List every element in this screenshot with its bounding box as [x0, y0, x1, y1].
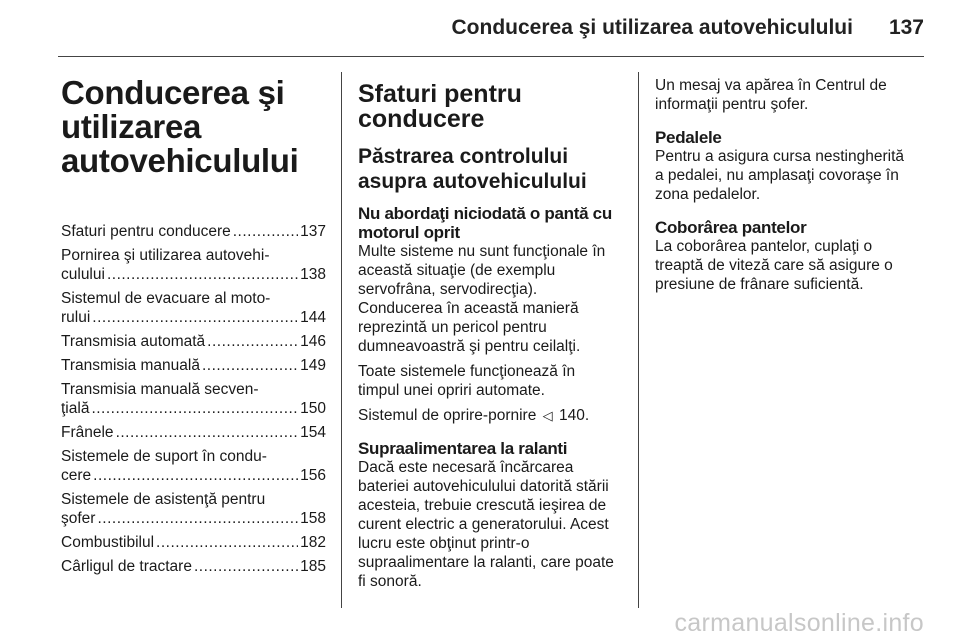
- paragraph-pedals: [655, 147, 920, 204]
- toc-entry-text: şofer: [61, 510, 96, 527]
- reference-page-link[interactable]: 140.: [558, 407, 590, 424]
- text-line: servofrâna, servodirecţia).: [358, 281, 538, 298]
- toc-entry-line: [61, 222, 326, 241]
- arrow-left-triangle-icon: ◁: [542, 408, 553, 423]
- toc-entry-line: [61, 423, 326, 442]
- text-line: Pentru a asigura cursa nestingherită: [655, 148, 905, 165]
- column-divider-left: [341, 72, 342, 608]
- toc-leader-dots: [194, 557, 298, 576]
- toc-entry-text: Sistemele de suport în condu-: [61, 448, 267, 465]
- toc-entry-text: Sfaturi pentru conducere: [61, 223, 231, 240]
- toc-page-number: 150: [300, 400, 326, 417]
- text-line: curent electric a generatorului. Acest: [358, 516, 609, 533]
- toc-entry-text: culului: [61, 266, 105, 283]
- text-line: presiune de frânare suficientă.: [655, 276, 864, 293]
- paragraph-systems: [358, 242, 623, 356]
- toc-entry-text: Sistemele de asistenţă pentru: [61, 491, 266, 508]
- toc-page-number: 149: [300, 357, 326, 374]
- topic-heading-line: Nu abordaţi niciodată o pantă cu: [358, 204, 612, 223]
- toc-entry[interactable]: [61, 246, 326, 284]
- section-title: [358, 82, 623, 132]
- section-title-line: Sfaturi pentru: [358, 80, 522, 108]
- toc-leader-dots: [92, 308, 298, 327]
- toc-leader-dots: [93, 466, 298, 485]
- toc-page-number: 158: [300, 510, 326, 527]
- text-line: bateriei autovehiculului datorită stării: [358, 478, 609, 495]
- toc-page-number: 138: [300, 266, 326, 283]
- text-line: lucru este obţinut printr-o: [358, 535, 530, 552]
- toc-entry[interactable]: [61, 380, 326, 418]
- toc-entry-line: [61, 265, 326, 284]
- toc-leader-dots: [91, 399, 298, 418]
- toc-entry-text: Combustibilul: [61, 534, 155, 551]
- toc-entry-text: Pornirea şi utilizarea autovehi-: [61, 247, 270, 264]
- topic-heading-line: motorul oprit: [358, 223, 460, 242]
- toc-page-number: 156: [300, 467, 326, 484]
- table-of-contents: [61, 222, 326, 576]
- toc-entry[interactable]: [61, 557, 326, 576]
- toc-page-number: 137: [300, 223, 326, 240]
- chapter-title: [61, 76, 326, 178]
- toc-entry-line: [61, 399, 326, 418]
- text-line: informaţii pentru şofer.: [655, 96, 809, 113]
- toc-page-number: 154: [300, 424, 326, 441]
- paragraph-stop-start-reference: [358, 406, 623, 425]
- right-column: [655, 76, 920, 300]
- reference-text: Sistemul de oprire-pornire: [358, 407, 537, 424]
- text-line: acesteia, trebuie crescută ieşirea de: [358, 497, 607, 514]
- paragraph-driver-info-message: [655, 76, 920, 114]
- middle-column: [358, 76, 623, 597]
- toc-entry[interactable]: [61, 490, 326, 528]
- chapter-title-line: utilizarea: [61, 108, 202, 145]
- toc-page-number: 182: [300, 534, 326, 551]
- text-line: treaptă de viteză care să asigure o: [655, 257, 893, 274]
- column-divider-right: [638, 72, 639, 608]
- toc-entry-text: rului: [61, 309, 91, 326]
- header-divider: [58, 56, 924, 57]
- text-line: această situaţie (de exemplu: [358, 262, 556, 279]
- topic-heading-pedals: Pedalele: [655, 128, 722, 147]
- toc-page-number: 146: [300, 333, 326, 350]
- toc-leader-dots: [207, 332, 298, 351]
- toc-entry[interactable]: [61, 289, 326, 327]
- chapter-title-line: autovehiculului: [61, 142, 299, 179]
- toc-leader-dots: [107, 265, 298, 284]
- toc-entry-text: cere: [61, 467, 92, 484]
- topic-heading-slope: [358, 204, 623, 242]
- text-line: timpul unei opriri automate.: [358, 382, 545, 399]
- text-line: zona pedalelor.: [655, 186, 761, 203]
- topic-heading-descent: Coborârea pantelor: [655, 218, 807, 237]
- watermark: carmanualsonline.info: [674, 609, 924, 637]
- subsection-title-line: Păstrarea controlului: [358, 145, 569, 168]
- toc-entry[interactable]: [61, 533, 326, 552]
- text-line: fi sonoră.: [358, 573, 422, 590]
- text-line: Toate sistemele funcţionează în: [358, 363, 576, 380]
- toc-leader-dots: [156, 533, 298, 552]
- toc-entry-line: [61, 509, 326, 528]
- toc-entry-line: [61, 308, 326, 327]
- toc-page-number: 144: [300, 309, 326, 326]
- topic-heading-idle-boost: Supraalimentarea la ralanti: [358, 439, 568, 458]
- toc-entry-line: [61, 332, 326, 351]
- toc-entry[interactable]: [61, 332, 326, 351]
- paragraph-idle-boost: [358, 458, 623, 591]
- text-line: reprezintă un pericol pentru: [358, 319, 547, 336]
- toc-entry-text: ţială: [61, 400, 90, 417]
- toc-entry-text: Frânele: [61, 424, 114, 441]
- page-header: [452, 16, 924, 40]
- paragraph-descent: [655, 237, 920, 294]
- text-line: Un mesaj va apărea în Centrul de: [655, 77, 887, 94]
- toc-entry[interactable]: [61, 356, 326, 375]
- toc-leader-dots: [97, 509, 298, 528]
- toc-page-number: 185: [300, 558, 326, 575]
- toc-leader-dots: [116, 423, 299, 442]
- toc-entry[interactable]: [61, 447, 326, 485]
- text-line: Conducerea în această manieră: [358, 300, 579, 317]
- header-title: Conducerea şi utilizarea autovehiculului: [451, 16, 853, 39]
- toc-leader-dots: [233, 222, 298, 241]
- toc-entry-line: [61, 533, 326, 552]
- toc-entry-text: Transmisia manuală secven-: [61, 381, 259, 398]
- toc-entry-line: [61, 466, 326, 485]
- text-line: supraalimentare la ralanti, care poate: [358, 554, 614, 571]
- toc-leader-dots: [202, 356, 298, 375]
- chapter-column: [61, 76, 326, 581]
- paragraph-autostop: [358, 362, 623, 400]
- toc-entry-line: [61, 356, 326, 375]
- toc-entry-text: Cârligul de tractare: [61, 558, 192, 575]
- text-line: Dacă este necesară încărcarea: [358, 459, 574, 476]
- subsection-title: [358, 144, 623, 194]
- text-line: a pedalei, nu amplasaţi covoraşe în: [655, 167, 899, 184]
- subsection-title-line: asupra autovehiculului: [358, 170, 587, 193]
- text-line: Multe sisteme nu sunt funcţionale în: [358, 243, 606, 260]
- toc-entry-text: Sistemul de evacuare al moto-: [61, 290, 271, 307]
- chapter-title-line: Conducerea şi: [61, 74, 285, 111]
- toc-entry[interactable]: [61, 423, 326, 442]
- toc-entry[interactable]: [61, 222, 326, 241]
- text-line: La coborârea pantelor, cuplaţi o: [655, 238, 873, 255]
- text-line: dumneavoastră şi pentru ceilalţi.: [358, 338, 581, 355]
- page-number: 137: [888, 16, 924, 39]
- section-title-line: conducere: [358, 105, 485, 133]
- toc-entry-text: Transmisia automată: [61, 333, 206, 350]
- toc-entry-line: [61, 557, 326, 576]
- toc-entry-text: Transmisia manuală: [61, 357, 200, 374]
